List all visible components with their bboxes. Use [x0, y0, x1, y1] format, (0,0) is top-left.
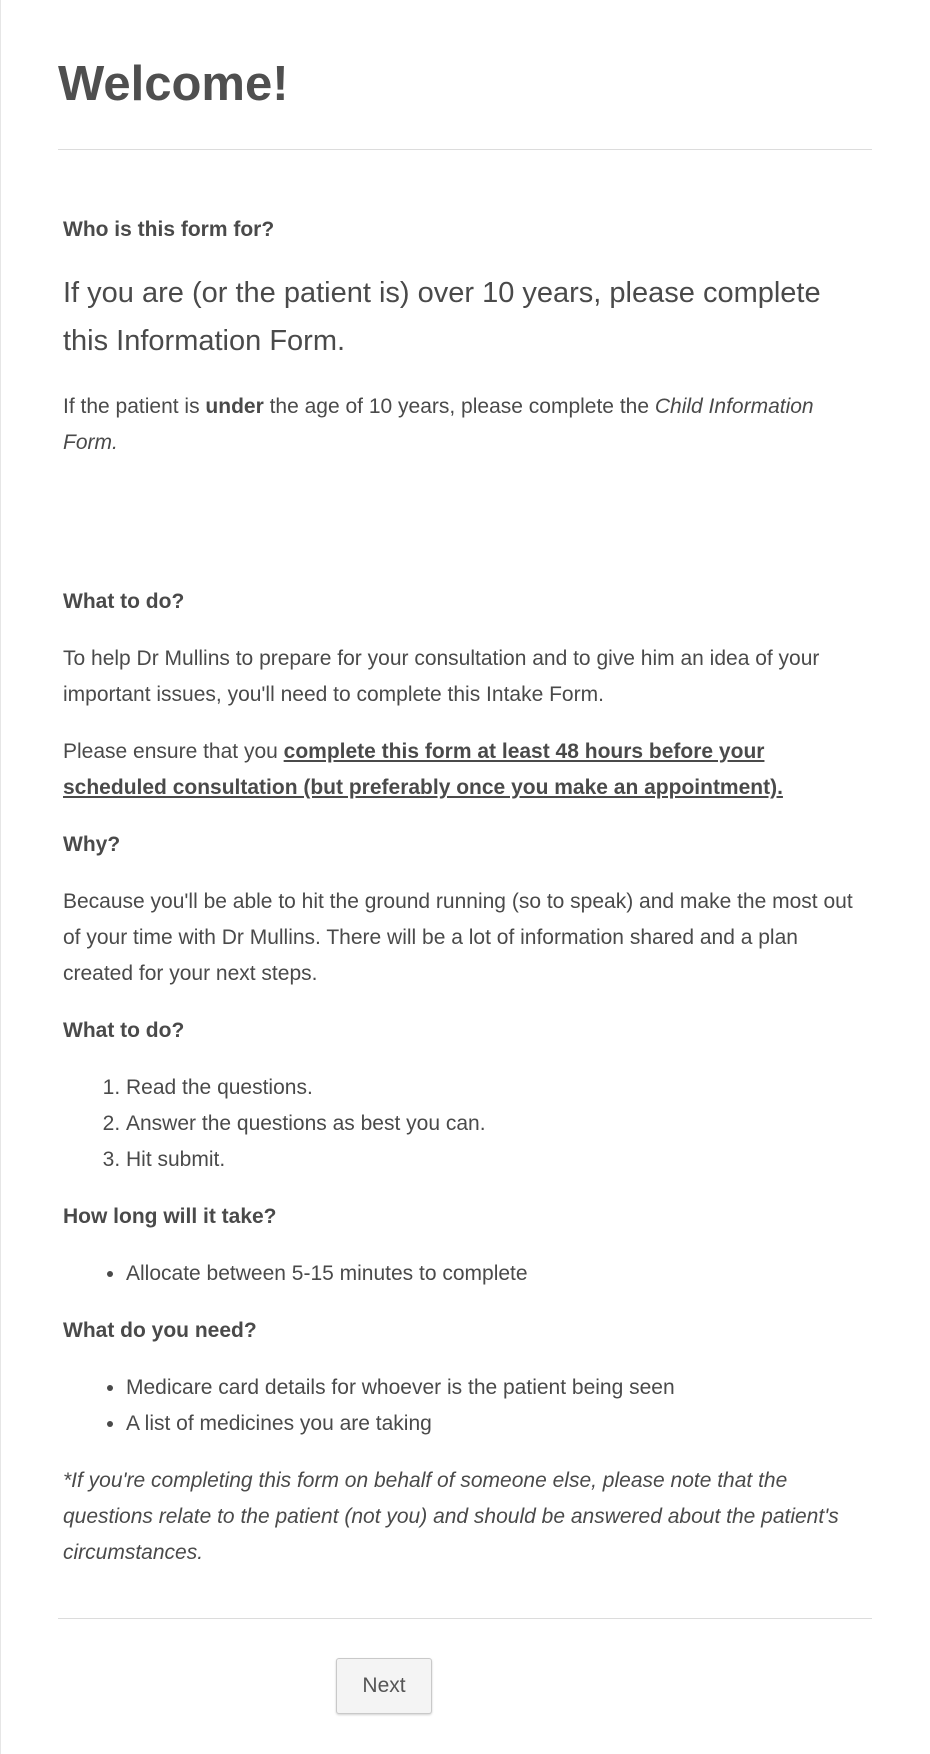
needs-heading: What do you need? [63, 1319, 257, 1342]
child-form-notice [63, 389, 863, 461]
intro-lead: If you are (or the patient is) over 10 years, please complete this Information Form. [63, 277, 821, 357]
footer-divider [58, 1618, 872, 1619]
why-heading: Why? [63, 833, 121, 856]
list-item: 2. Answer the questions as best you can. [126, 1106, 863, 1142]
list-item: • Allocate between 5-15 minutes to complete [126, 1256, 863, 1292]
duration-list [63, 1256, 863, 1292]
title-divider [58, 149, 872, 150]
list-item: • A list of medicines you are taking [126, 1406, 863, 1442]
child-notice-text-2: the age of 10 years, please complete the [263, 395, 655, 418]
section-spacer [63, 482, 863, 584]
needs-list [63, 1370, 863, 1442]
what-to-do-heading: What to do? [63, 590, 185, 613]
page-title: Welcome! [58, 57, 289, 111]
behalf-note: *If you're completing this form on behalf of someone else, please note that the questions relate to the patient (not you) and should be answered about the patient's circumstances. [63, 1469, 839, 1564]
page-left-border [0, 0, 1, 1754]
deadline-emphasis: complete this form at least 48 hours before your scheduled consultation (but preferably once you make an appointment). [63, 740, 783, 799]
why-paragraph: Because you'll be able to hit the ground running (so to speak) and make the most out of your time with Dr Mullins. There will be a lot of information shared and a plan created for your next steps. [63, 890, 853, 985]
steps-list [63, 1070, 863, 1178]
steps-heading: What to do? [63, 1019, 185, 1042]
list-item: • Medicare card details for whoever is the patient being seen [126, 1370, 863, 1406]
child-notice-text-1: If the patient is [63, 395, 206, 418]
list-item: 1. Read the questions. [126, 1070, 863, 1106]
child-form-name: Child Information Form. [63, 395, 814, 454]
form-intro-content [63, 212, 863, 1592]
intro-heading: Who is this form for? [63, 218, 275, 241]
deadline-notice [63, 734, 863, 806]
deadline-text: Please ensure that you [63, 740, 284, 763]
child-notice-under: under [205, 395, 264, 418]
what-to-do-paragraph: To help Dr Mullins to prepare for your consultation and to give him an idea of your important issues, you'll need to complete this Intake Form. [63, 647, 820, 706]
next-button[interactable]: Next [336, 1658, 432, 1714]
list-item: 3. Hit submit. [126, 1142, 863, 1178]
duration-heading: How long will it take? [63, 1205, 277, 1228]
